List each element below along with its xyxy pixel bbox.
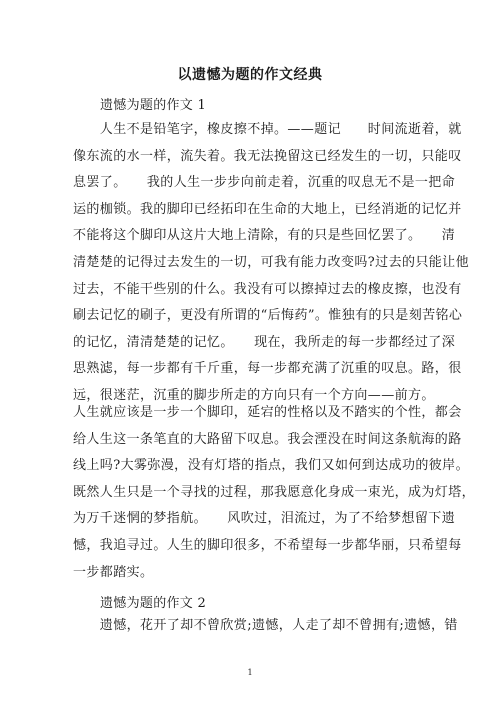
text-line: 息罢了。 我的人生一步步向前走着，沉重的叹息无不是一把命 xyxy=(73,175,456,191)
text-line: 人生就应该是一步一个脚印，延宕的性格以及不踏实的个性，都会 xyxy=(73,405,462,420)
text-line: 线上吗?大雾弥漫，没有灯塔的指点，我们又如何到达成功的彼岸。 xyxy=(73,458,469,474)
text-line: 运的枷锁。我的脚印已经拓印在生命的大地上，已经消逝的记忆并 xyxy=(73,201,462,217)
text-line: 像东流的水一样，流失着。我无法挽留这已经发生的一切，只能叹 xyxy=(73,148,462,164)
text-line: 清楚楚的记得过去发生的一切，可我有能力改变吗?过去的只能让他 xyxy=(73,254,469,270)
text-line: 刷去记忆的刷子，更没有所谓的“后悔药”。惟独有的只是刻苦铭心 xyxy=(73,308,463,324)
section-2-paragraph-1 xyxy=(73,613,458,640)
section-heading-2: 遗憾为题的作文 2 xyxy=(100,596,207,611)
section-heading-1: 遗憾为题的作文 1 xyxy=(100,98,207,113)
page-number: 1 xyxy=(247,668,253,677)
text-line: 既然人生只是一个寻找的过程，那我愿意化身成一束光，成为灯塔， xyxy=(73,484,476,500)
text-line: 人生不是铅笔字，橡皮擦不掉。——题记 时间流逝着，就 xyxy=(73,122,462,137)
section-1-paragraph-2 xyxy=(73,400,476,586)
text-line: 的记忆，清清楚楚的记忆。 现在，我所走的每一步都经过了深 xyxy=(73,334,456,350)
text-line: 过去，不能干些别的什么。我没有可以擦掉过去的橡皮擦，也没有 xyxy=(73,281,462,297)
text-line: 不能将这个脚印从这片大地上清除，有的只是些回忆罢了。 清 xyxy=(73,228,456,244)
text-line: 远，很迷茫，沉重的脚步所走的方向只有一个方向——前方。 xyxy=(73,387,435,403)
section-1-paragraph-1 xyxy=(73,117,469,410)
text-line: 憾，我追寻过。人生的脚印很多，不希望每一步都华丽，只希望每 xyxy=(73,537,462,553)
text-line: 为万千迷惘的梦指航。 风吹过，泪流过，为了不给梦想留下遗 xyxy=(73,511,456,527)
text-line: 遗憾，花开了却不曾欣赏;遗憾，人走了却不曾拥有;遗憾，错 xyxy=(73,618,458,633)
document-title: 以遗憾为题的作文经典 xyxy=(177,67,323,83)
text-line: 一步都踏实。 xyxy=(73,564,154,580)
text-line: 给人生这一条笔直的大路留下叹息。我会湮没在时间这条航海的路 xyxy=(73,431,462,447)
text-line: 思熟滤，每一步都有千斤重，每一步都充满了沉重的叹息。路，很 xyxy=(73,361,462,377)
